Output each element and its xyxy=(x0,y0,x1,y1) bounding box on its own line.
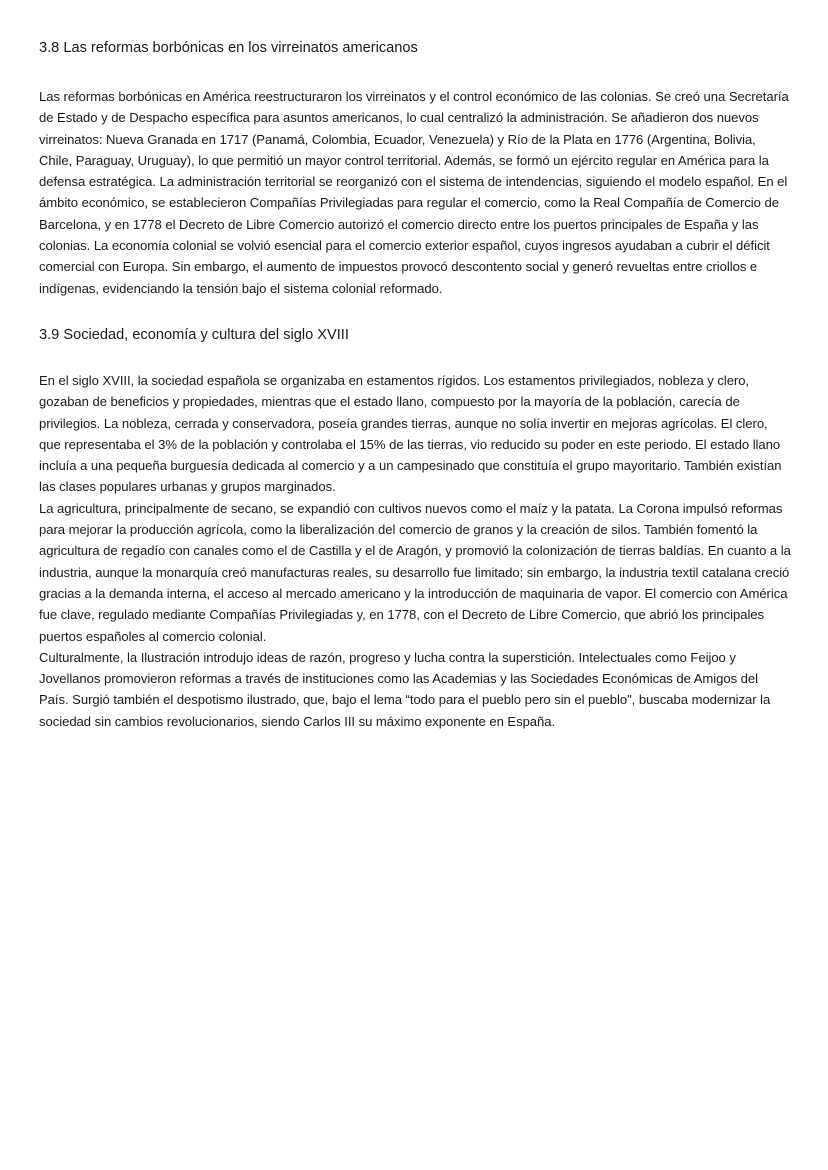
section-heading-sociedad-economia-cultura: 3.9 Sociedad, economía y cultura del siglo XVIII xyxy=(39,326,349,343)
section-heading-reformas-borbonicas: 3.8 Las reformas borbónicas en los virreinatos americanos xyxy=(39,40,418,56)
section-paragraph-sociedad: En el siglo XVIII, la sociedad española se organizaba en estamentos rígidos. Los estamentos privilegiados, nobleza y clero, gozaban de beneficios y propiedades, mientras que el estado llano, compuesto por la mayoría de la población, carecía de privilegios. La nobleza, cerrada y conservadora, poseía grandes tierras, aunque no solía invertir en mejoras agrícolas. El clero, que representaba el 3% de la población y controlaba el 15% de las tierras, vio reducido su poder en este periodo. El estado llano incluía a una pequeña burguesía dedicada al comercio y a un campesinado que constituía el grupo mayoritario. También existían las clases populares urbanas y grupos marginados. xyxy=(39,372,782,495)
section-paragraph-cultura: Culturalmente, la Ilustración introdujo ideas de razón, progreso y lucha contra la superstición. Intelectuales como Feijoo y Jovellanos promovieron reformas a través de instituciones como las Academias y las Sociedades Económicas de Amigos del País. Surgió también el despotismo ilustrado, que, bajo el lema “todo para el pueblo pero sin el pueblo", buscaba modernizar la sociedad sin cambios revolucionarios, siendo Carlos III su máximo exponente en España. xyxy=(39,649,771,729)
section-paragraph-reformas-borbonicas: Las reformas borbónicas en América reestructuraron los virreinatos y el control económico de las colonias. Se creó una Secretaría de Estado y de Despacho específica para asuntos americanos, lo cual centralizó la administración. Se añadieron dos nuevos virreinatos: Nueva Granada en 1717 (Panamá, Colombia, Ecuador, Venezuela) y Río de la Plata en 1776 (Argentina, Bolivia, Chile, Paraguay, Uruguay), lo que permitió un mayor control territorial. Además, se formó un ejército regular en América para la defensa estratégica. La administración territorial se reorganizó con el sistema de intendencias, siguiendo el modelo español. En el ámbito económico, se establecieron Compañías Privilegiadas para regular el comercio, como la Real Compañía de Comercio de Barcelona, y en 1778 el Decreto de Libre Comercio autorizó el comercio directo entre los puertos principales de España y las colonias. La economía colonial se volvió esencial para el comercio exterior español, cuyos ingresos ayudaban a cubrir el déficit comercial con Europa. Sin embargo, el aumento de impuestos provocó descontento social y generó revueltas entre criollos e indígenas, evidenciando la tensión bajo el sistema colonial reformado. xyxy=(39,89,789,296)
section-paragraph-economia: La agricultura, principalmente de secano, se expandió con cultivos nuevos como el maíz y la patata. La Corona impulsó reformas para mejorar la producción agrícola, como la liberalización del comercio de granos y la creación de silos. También fomentó la agricultura de regadío con canales como el de Castilla y el de Aragón, y promovió la colonización de tierras baldías. En cuanto a la industria, aunque la monarquía creó manufacturas reales, su desarrollo fue limitado; sin embargo, la industria textil catalana creció gracias a la demanda interna, el acceso al mercado americano y la introducción de maquinaria de vapor. El comercio con América fue clave, regulado mediante Compañías Privilegiadas y, en 1778, con el Decreto de Libre Comercio, que abrió los principales puertos españoles al comercio colonial. xyxy=(39,500,791,644)
document-page xyxy=(39,38,791,732)
